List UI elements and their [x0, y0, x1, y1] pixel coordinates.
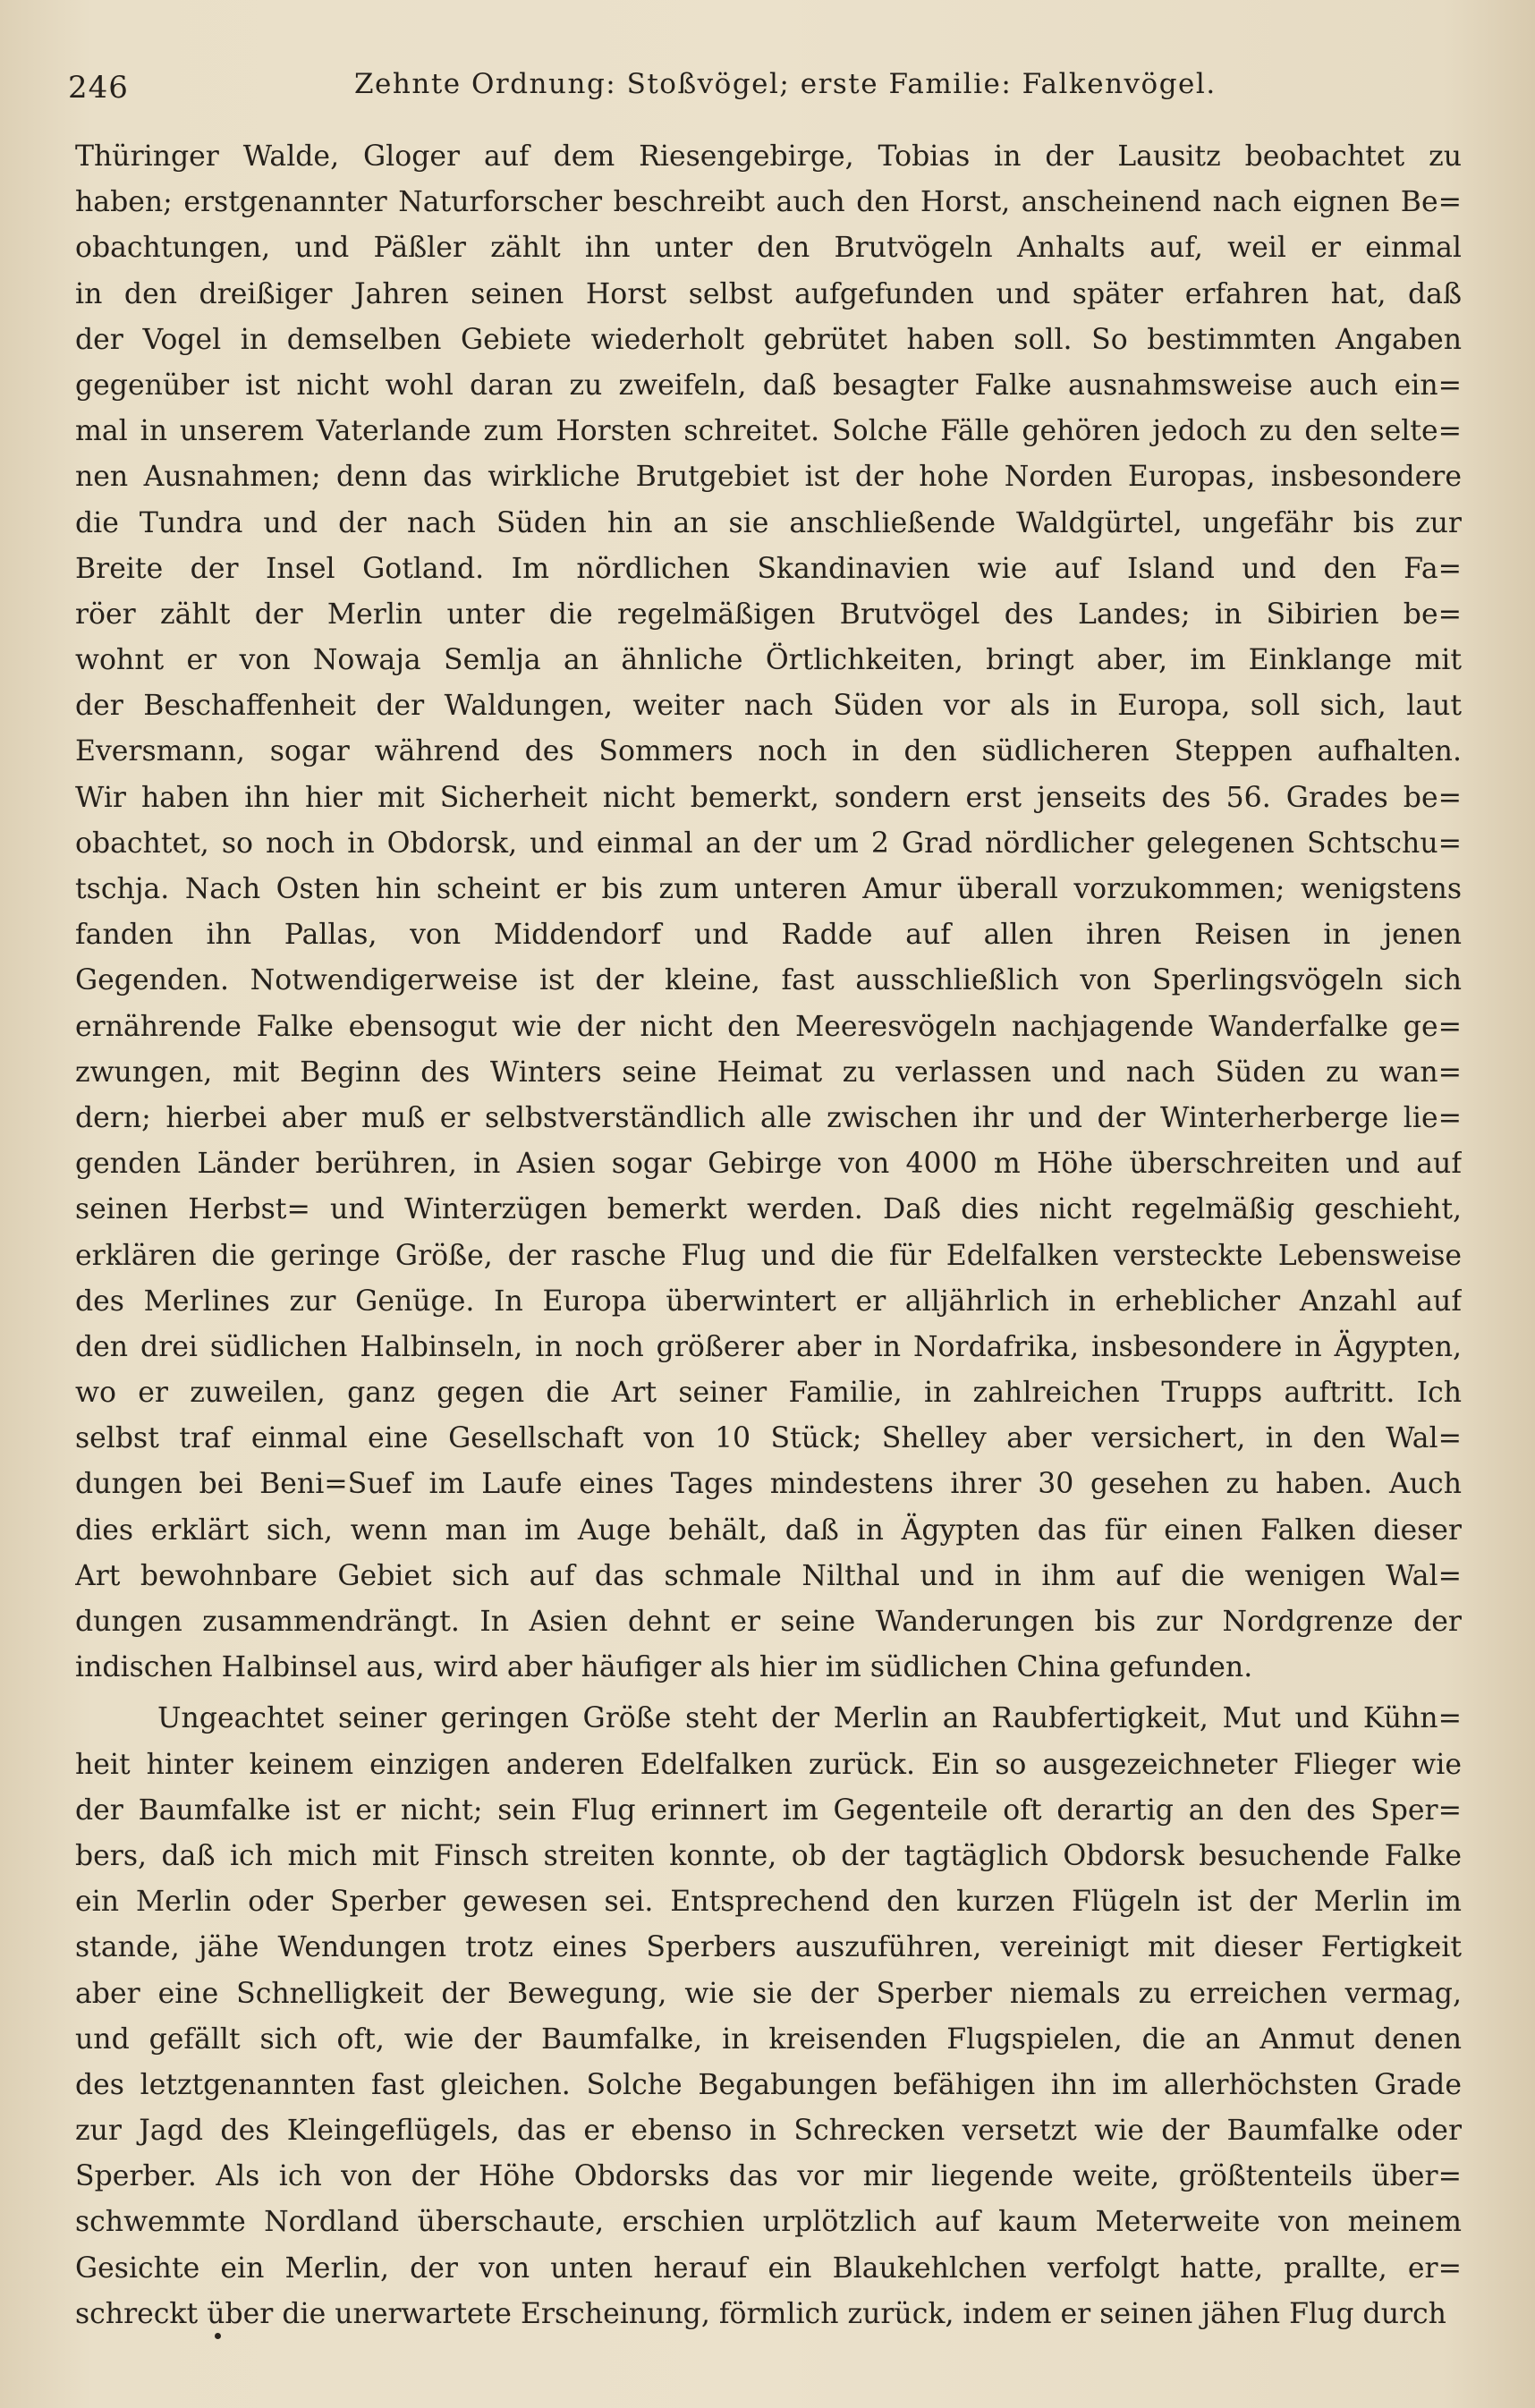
text-line: Breite der Insel Gotland. Im nördlichen Skandinavien wie auf Island und den Fa=: [75, 552, 1462, 585]
text-line: tschja. Nach Osten hin scheint er bis zum unteren Amur überall vorzukommen; wenigstens: [75, 873, 1462, 905]
paragraph: [75, 134, 1462, 1691]
text-line: fanden ihn Pallas, von Middendorf und Radde auf allen ihren Reisen in jenen: [75, 919, 1462, 952]
text-line: dungen bei Beni=Suef im Laufe eines Tages mindestens ihrer 30 gesehen zu haben. Auch: [75, 1468, 1462, 1501]
text-line: bers, daß ich mich mit Finsch streiten konnte, ob der tagtäglich Obdorsk besuchende Falke: [75, 1839, 1462, 1872]
text-line: Sperber. Als ich von der Höhe Obdorsks das vor mir liegende weite, größtenteils über=: [75, 2160, 1462, 2193]
text-line: zwungen, mit Beginn des Winters seine Heimat zu verlassen und nach Süden zu wan=: [75, 1056, 1462, 1089]
text-line: schwemmte Nordland überschaute, erschien urplötzlich auf kaum Meterweite von meinem: [75, 2206, 1462, 2239]
text-line: den drei südlichen Halbinseln, in noch größerer aber in Nordafrika, insbesondere in Ägypten,: [75, 1330, 1462, 1363]
text-line: Gegenden. Notwendigerweise ist der kleine, fast ausschließlich von Sperlingsvögeln sich: [75, 964, 1462, 997]
text-line: Ungeachtet seiner geringen Größe steht der Merlin an Raubfertigkeit, Mut und Kühn=: [157, 1702, 1462, 1735]
text-line: wohnt er von Nowaja Semlja an ähnliche Örtlichkeiten, bringt aber, im Einklange mit: [75, 644, 1462, 677]
text-line: ein Merlin oder Sperber gewesen sei. Entsprechend den kurzen Flügeln ist der Merlin im: [75, 1886, 1462, 1919]
running-head: Zehnte Ordnung: Stoßvögel; erste Familie: Falkenvögel.: [354, 68, 1217, 100]
ink-speck: [215, 2333, 221, 2339]
text-line: der Vogel in demselben Gebiete wiederholt gebrütet haben soll. So bestimmten Angaben: [75, 323, 1462, 356]
text-line: dungen zusammendrängt. In Asien dehnt er seine Wanderungen bis zur Nordgrenze der: [75, 1606, 1462, 1638]
text-line: der Baumfalke ist er nicht; sein Flug erinnert im Gegenteile oft derartig an den des Sper=: [75, 1793, 1462, 1827]
text-line: obachtet, so noch in Obdorsk, und einmal an der um 2 Grad nördlicher gelegenen Schtschu=: [75, 827, 1462, 860]
text-line: dern; hierbei aber muß er selbstverständlich alle zwischen ihr und der Winterherberge lie=: [75, 1101, 1462, 1134]
text-line: heit hinter keinem einzigen anderen Edelfalken zurück. Ein so ausgezeichneter Flieger wie: [75, 1748, 1462, 1781]
text-line: die Tundra und der nach Süden hin an sie anschließende Waldgürtel, ungefähr bis zur: [75, 506, 1462, 539]
text-line: des letztgenannten fast gleichen. Solche Begabungen befähigen ihn im allerhöchsten Grade: [75, 2068, 1462, 2101]
text-line: Art bewohnbare Gebiet sich auf das schmale Nilthal und in ihm auf die wenigen Wal=: [75, 1559, 1462, 1592]
text-line: des Merlines zur Genüge. In Europa überwintert er alljährlich in erheblicher Anzahl auf: [75, 1285, 1462, 1318]
text-line: stande, jähe Wendungen trotz eines Sperbers auszuführen, vereinigt mit dieser Fertigkeit: [75, 1931, 1462, 1964]
text-line: wo er zuweilen, ganz gegen die Art seiner Familie, in zahlreichen Trupps auftritt. Ich: [75, 1377, 1462, 1410]
text-line: gegenüber ist nicht wohl daran zu zweifeln, daß besagter Falke ausnahmsweise auch ein=: [75, 369, 1462, 402]
body-text: [75, 134, 1462, 2337]
text-line: indischen Halbinsel aus, wird aber häufiger als hier im südlichen China gefunden.: [75, 1651, 1253, 1684]
text-line: obachtungen, und Päßler zählt ihn unter den Brutvögeln Anhalts auf, weil er einmal: [75, 232, 1462, 265]
text-line: nen Ausnahmen; denn das wirkliche Brutgebiet ist der hohe Norden Europas, insbesondere: [75, 461, 1462, 494]
text-line: Gesichte ein Merlin, der von unten herauf ein Blaukehlchen verfolgt hatte, prallte, er=: [75, 2251, 1462, 2285]
page-header: [68, 63, 1463, 116]
text-line: seinen Herbst= und Winterzügen bemerkt werden. Daß dies nicht regelmäßig geschieht,: [75, 1193, 1462, 1226]
text-line: der Beschaffenheit der Waldungen, weiter nach Süden vor als in Europa, soll sich, laut: [75, 690, 1462, 723]
text-line: haben; erstgenannter Naturforscher beschreibt auch den Horst, anscheinend nach eignen Be=: [75, 186, 1462, 219]
text-line: Eversmann, sogar während des Sommers noch in den südlicheren Steppen aufhalten.: [75, 735, 1462, 768]
text-line: ernährende Falke ebensogut wie der nicht den Meeresvögeln nachjagende Wanderfalke ge=: [75, 1010, 1462, 1043]
page-number: 246: [68, 70, 129, 106]
text-line: genden Länder berühren, in Asien sogar Gebirge von 4000 m Höhe überschreiten und auf: [75, 1148, 1462, 1181]
text-line: aber eine Schnelligkeit der Bewegung, wie sie der Sperber niemals zu erreichen vermag,: [75, 1977, 1462, 2010]
paragraph: [75, 1696, 1462, 2337]
text-line: dies erklärt sich, wenn man im Auge behält, daß in Ägypten das für einen Falken dieser: [75, 1513, 1462, 1547]
text-line: röer zählt der Merlin unter die regelmäßigen Brutvögel des Landes; in Sibirien be=: [75, 598, 1462, 631]
text-line: in den dreißiger Jahren seinen Horst selbst aufgefunden und später erfahren hat, daß: [75, 277, 1462, 310]
text-line: erklären die geringe Größe, der rasche Flug und die für Edelfalken versteckte Lebensweise: [75, 1239, 1462, 1272]
text-line: mal in unserem Vaterlande zum Horsten schreitet. Solche Fälle gehören jedoch zu den selte=: [75, 415, 1462, 448]
text-line: Thüringer Walde, Gloger auf dem Riesengebirge, Tobias in der Lausitz beobachtet zu: [75, 140, 1462, 173]
text-line: selbst traf einmal eine Gesellschaft von 10 Stück; Shelley aber versichert, in den Wal=: [75, 1422, 1462, 1455]
text-line: und gefällt sich oft, wie der Baumfalke, in kreisenden Flugspielen, die an Anmut denen: [75, 2022, 1462, 2056]
text-line: zur Jagd des Kleingeflügels, das er ebenso in Schrecken versetzt wie der Baumfalke oder: [75, 2115, 1462, 2148]
text-line: schreckt über die unerwartete Erscheinung, förmlich zurück, indem er seinen jähen Flug durch: [75, 2297, 1446, 2330]
text-line: Wir haben ihn hier mit Sicherheit nicht bemerkt, sondern erst jenseits des 56. Grades be=: [75, 781, 1462, 814]
